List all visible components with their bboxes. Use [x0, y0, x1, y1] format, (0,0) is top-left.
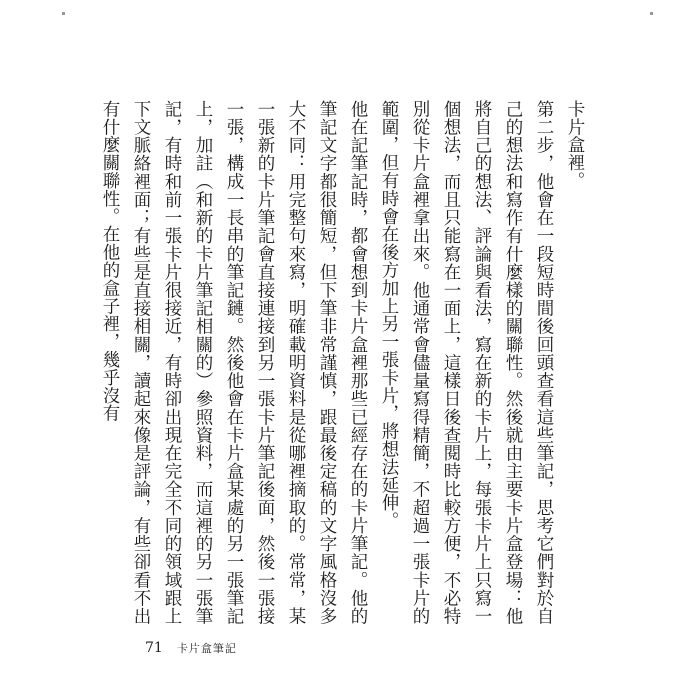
crop-mark-top-left: [62, 12, 65, 15]
running-title: 卡片盒筆記: [176, 642, 237, 655]
paragraph-continuation: 卡片盒裡。: [565, 100, 585, 190]
page-footer: [145, 640, 237, 656]
body-text: [94, 100, 590, 625]
paragraph-step-two: 第二步，他會在一段短時間後回頭查看這些筆記，思考它們對於自己的想法和寫作有什麼樣的關聯性。然後就由主要卡片盒登場：他將自己的想法、評論與看法，寫在新的卡片上，每張卡片上只寫一個想法，而且只能寫在一面上，這樣日後查閱時比較方便，不必特別從卡片盒裡拿出來。他通常會儘量寫得精簡，不超過一張卡片的範圍，但有時會在後方加上另一張卡片，將想法延伸。: [379, 100, 554, 625]
paragraph-note-taking: 他在記筆記時，都會想到卡片盒裡那些已經存在的卡片筆記。他的筆記文字都很簡短，但下筆非常謹慎，跟最後定稿的文字風格沒多大不同：用完整句來寫，明確載明資料是從哪裡摘取的。常常，某一張新的卡片筆記會直接連接到另一張卡片筆記後面，然後一張接一張，構成一長串的筆記鏈。然後他會在卡片盒某處的另一張筆記上，加註（和新的卡片筆記相關的）參照資料，而這裡的另一張筆記，有時和前一張卡片很接近，有時卻出現在完全不同的領域跟上下文脈絡裡面；有些是直接相關，讀起來像是評論，有些卻看不出有什麼關聯性。在他的盒子裡，幾乎沒有: [100, 100, 368, 625]
crop-mark-top-right: [650, 12, 653, 15]
page-number: 71: [145, 640, 163, 656]
